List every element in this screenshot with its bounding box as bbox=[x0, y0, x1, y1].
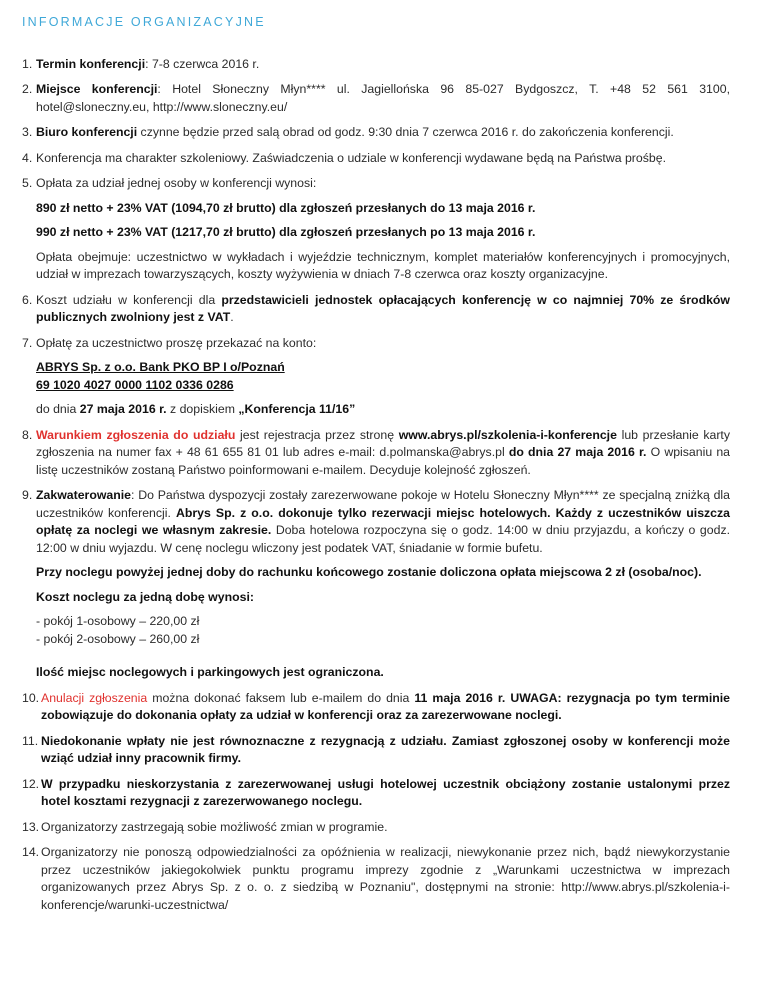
list-item-14 bbox=[22, 844, 730, 914]
fee-details bbox=[36, 200, 730, 284]
payment-deadline: 27 maja 2016 r. bbox=[79, 402, 167, 416]
item-number: 2. bbox=[22, 82, 33, 96]
item-number: 5. bbox=[22, 176, 33, 190]
list-item-11 bbox=[22, 733, 730, 768]
bank-account-number: 69 1020 4027 0000 1102 0336 0286 bbox=[36, 377, 234, 392]
list-item-4 bbox=[22, 150, 730, 168]
list-item-3 bbox=[22, 124, 730, 142]
item-text: Organizatorzy zastrzegają sobie możliwość zmian w programie. bbox=[41, 819, 388, 834]
item-text: Opłata za udział jednej osoby w konferencji wynosi: bbox=[36, 176, 317, 190]
item-number: 10. bbox=[22, 690, 40, 705]
list-item-9 bbox=[22, 487, 730, 682]
item-label: Termin konferencji bbox=[36, 56, 146, 71]
list-item-5 bbox=[22, 175, 730, 284]
vat-exempt-note: przedstawicieli jednostek opłacających konferencję w co najmniej 70% ze środków publicznych zwolniony jest z VAT bbox=[36, 292, 730, 324]
bank-name: ABRYS Sp. z o.o. Bank PKO BP I o/Poznań bbox=[36, 360, 285, 374]
item-text: jest rejestracja przez stronę bbox=[235, 427, 399, 442]
item-text: W przypadku nieskorzystania z zarezerwowanej usługi hotelowej uczestnik obciążony zostanie ustalonymi przez hotel kosztami rezygnacji z zarezerwowanego noclegu. bbox=[41, 776, 730, 808]
item-number: 6. bbox=[22, 292, 33, 307]
item-text: Opłatę za uczestnictwo proszę przekazać na konto: bbox=[36, 335, 317, 350]
list-item-2 bbox=[22, 81, 730, 116]
item-text: Niedokonanie wpłaty nie jest równoznaczne z rezygnacją z udziału. Zamiast zgłoszonej osoby w konferencji może wziąć udział inny pracownik firmy. bbox=[41, 733, 730, 765]
item-text: : 7-8 czerwca 2016 r. bbox=[145, 56, 260, 71]
info-list bbox=[22, 56, 730, 915]
item-label: Biuro konferencji bbox=[36, 125, 138, 139]
item-number: 1. bbox=[22, 56, 33, 71]
item-text: Konferencja ma charakter szkoleniowy. Zaświadczenia o udziale w konferencji wydawane będą na Państwa prośbę. bbox=[36, 150, 666, 165]
annotation-prefix: z dopiskiem bbox=[166, 402, 239, 416]
item-text: : Hotel Słoneczny Młyn**** ul. Jagiellońska 96 85-027 Bydgoszcz, T. +48 52 561 3100, hotel@sloneczny.eu, http://www.sloneczny.eu/ bbox=[36, 82, 730, 114]
local-fee-note: Przy noclegu powyżej jednej doby do rachunku końcowego zostanie doliczona opłata miejscowa 2 zł (osoba/noc). bbox=[36, 565, 702, 579]
item-text: Organizatorzy nie ponoszą odpowiedzialności za opóźnienia w realizacji, niewykonanie przez nich, bądź niewykorzystanie przez uczestników jakiegokolwiek punktu programu imprezy zgodnie z „Warunkami uczestnictwa w imprezach organizowanych przez Abrys Sp. z o. o. z siedzibą w Poznaniu", dostępnymi na stronie: http://www.abrys.pl/szkolenia-i-konferencje/warunki-uczestnictwa/ bbox=[41, 845, 730, 912]
item-number: 8. bbox=[22, 427, 33, 442]
room-cost-heading: Koszt noclegu za jedną dobę wynosi: bbox=[36, 589, 254, 604]
item-number: 7. bbox=[22, 335, 33, 350]
item-text: czynne będzie przed salą obrad od godz. 9:30 dnia 7 czerwca 2016 r. do zakończenia konferencji. bbox=[137, 125, 674, 139]
item-label: Miejsce konferencji bbox=[36, 82, 158, 96]
item-text-contact: lub przesłanie karty zgłoszenia na numer fax + 48 61 655 81 01 lub adres e-mail: d.polmanska@abrys.pl bbox=[36, 427, 730, 459]
item-label: Zakwaterowanie bbox=[36, 488, 131, 502]
registration-link[interactable]: www.abrys.pl/szkolenia-i-konferencje bbox=[398, 427, 617, 442]
item-number: 13. bbox=[22, 819, 40, 834]
item-text-end: Doba hotelowa rozpoczyna się o godz. 14:00 w dniu przyjazdu, a kończy o godz. 12:00 w dniu wyjazdu. W cenę noclegu wliczony jest podatek VAT, śniadanie w formie bufetu. bbox=[36, 523, 731, 555]
item-number: 12. bbox=[22, 776, 40, 791]
item-text: można dokonać faksem lub e-mailem do dnia bbox=[147, 690, 415, 705]
bank-account bbox=[36, 359, 730, 419]
cancellation-warning: 11 maja 2016 r. UWAGA: rezygnacja po tym terminie zobowiązuje do dokonania opłaty za udział w konferencji oraz za zarezerwowane noclegi. bbox=[41, 690, 730, 722]
list-item-10 bbox=[22, 690, 730, 725]
room-single-price: - pokój 1-osobowy – 220,00 zł bbox=[36, 614, 200, 628]
list-item-12 bbox=[22, 776, 730, 811]
item-text: Koszt udziału w konferencji dla bbox=[36, 292, 222, 307]
section-heading: INFORMACJE ORGANIZACYJNE bbox=[22, 15, 266, 29]
registration-condition: Warunkiem zgłoszenia do udziału bbox=[36, 427, 236, 442]
spacer bbox=[36, 648, 730, 664]
item-number: 14. bbox=[22, 845, 40, 859]
cancellation-label: Anulacji zgłoszenia bbox=[41, 690, 148, 705]
item-number: 9. bbox=[22, 488, 33, 502]
accommodation-details bbox=[36, 564, 730, 682]
price-early: 890 zł netto + 23% VAT (1094,70 zł brutto) dla zgłoszeń przesłanych do 13 maja 2016 r. bbox=[36, 200, 536, 215]
payment-annotation: „Konferencja 11/16” bbox=[238, 402, 356, 416]
list-item-1 bbox=[22, 56, 730, 74]
item-text-end: . bbox=[230, 310, 234, 324]
registration-deadline: do dnia 27 maja 2016 r. bbox=[508, 445, 647, 459]
list-item-8 bbox=[22, 427, 730, 480]
list-item-6 bbox=[22, 292, 730, 327]
reservation-note: Abrys Sp. z o.o. dokonuje tylko rezerwacji miejsc hotelowych. Każdy z uczestników uiszcza opłatę za noclegi we własnym zakresie. bbox=[36, 505, 731, 537]
fee-includes: Opłata obejmuje: uczestnictwo w wykładach i wyjeździe technicznym, komplet materiałów konferencyjnych i promocyjnych, udział w imprezach towarzyszących, koszty wyżywienia w dniach 7-8 czerwca oraz koszty organizacyjne. bbox=[36, 249, 730, 281]
item-number: 3. bbox=[22, 125, 33, 139]
item-number: 11. bbox=[22, 733, 39, 748]
list-item-13 bbox=[22, 819, 730, 837]
price-late: 990 zł netto + 23% VAT (1217,70 zł brutto) dla zgłoszeń przesłanych po 13 maja 2016 r. bbox=[36, 225, 536, 239]
item-text: : Do Państwa dyspozycji zostały zarezerwowane pokoje w Hotelu Słoneczny Młyn**** ze specjalną zniżką dla uczestników konferencji. bbox=[36, 488, 730, 520]
deadline-prefix: do dnia bbox=[36, 402, 80, 416]
list-item-7 bbox=[22, 335, 730, 419]
limited-places-note: Ilość miejsc noclegowych i parkingowych jest ograniczona. bbox=[36, 665, 384, 679]
room-double-price: - pokój 2-osobowy – 260,00 zł bbox=[36, 631, 200, 646]
item-number: 4. bbox=[22, 150, 33, 165]
item-text-end: O wpisaniu na listę uczestników zostaną Państwo poinformowani e-mailem. Decyduje kolejność zgłoszeń. bbox=[36, 445, 731, 477]
